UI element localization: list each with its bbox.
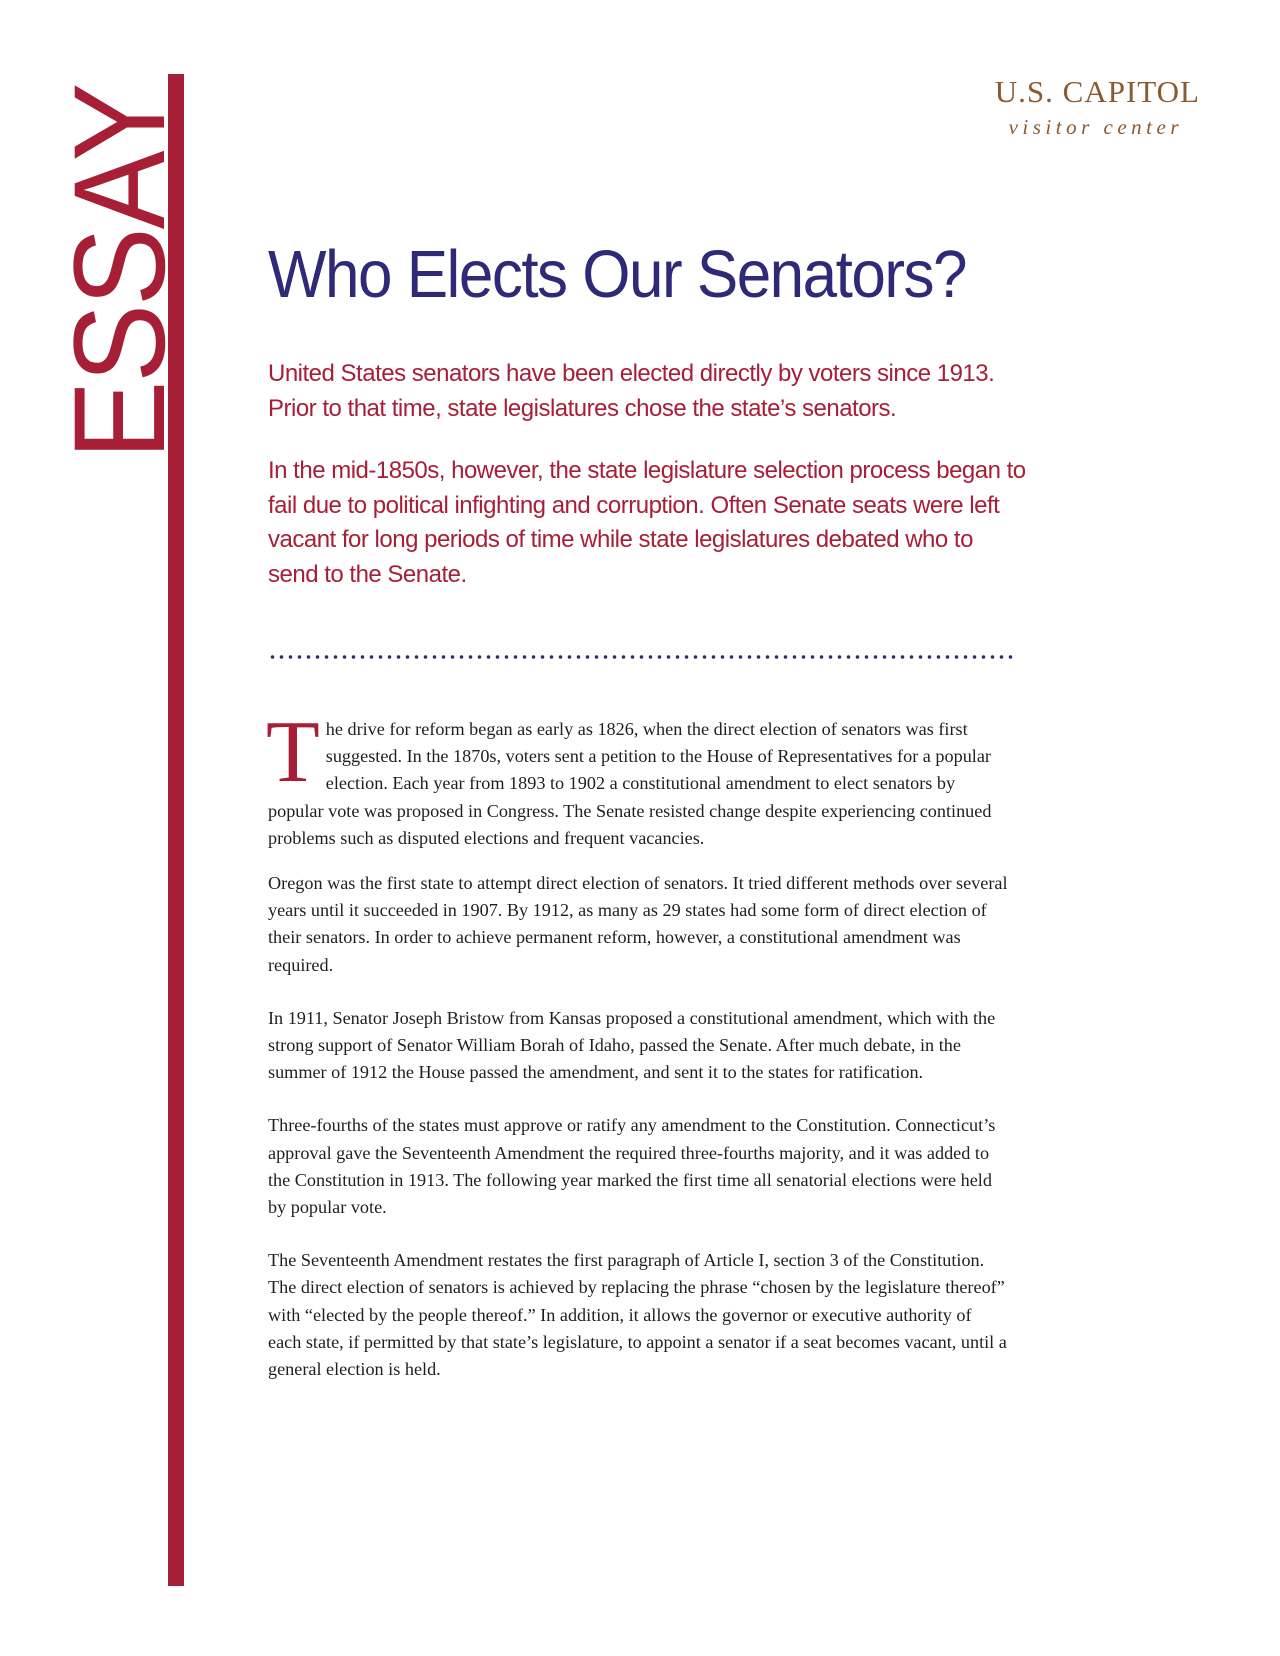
intro-paragraph-1: United States senators have been elected directly by voters since 1913. Prior to that time, state legislatures chose the state’s senators. <box>268 360 995 422</box>
side-label <box>47 72 193 472</box>
body-paragraph-4: Three-fourths of the states must approve or ratify any amendment to the Constitution. Connecticut’s approval gave the Seventeenth Amendment the required three-fourths majority, and it was added to the Constitution in 1913. The following year marked the first time all senatorial elections were held by popular vote. <box>268 1115 996 1218</box>
body-paragraph-5: The Seventeenth Amendment restates the first paragraph of Article I, section 3 of the Constitution. The direct election of senators is achieved by replacing the phrase “chosen by the legislature thereof” with “elected by the people thereof.” In addition, it allows the governor or executive authority of each state, if permitted by that state’s legislature, to appoint a senator if a seat becomes vacant, until a general election is held. <box>268 1250 1007 1380</box>
capitol-logo <box>995 76 1200 140</box>
intro-paragraph-2: In the mid-1850s, however, the state legislature selection process began to fail due to political infighting and corruption. Often Senate seats were left vacant for long periods of time while state legislatures debated who to send to the Senate. <box>268 457 1026 588</box>
page-title: Who Elects Our Senators? <box>268 237 966 313</box>
logo-line-2: visitor center <box>1008 115 1183 139</box>
body-paragraph-1 <box>266 704 1008 852</box>
essay-body <box>266 704 1008 1383</box>
dotted-divider <box>268 655 1016 659</box>
body-paragraph-3: In 1911, Senator Joseph Bristow from Kansas proposed a constitutional amendment, which with the strong support of Senator William Borah of Idaho, passed the Senate. After much debate, in the summer of 1912 the House passed the amendment, and sent it to the states for ratification. <box>268 1007 996 1083</box>
body-paragraph-2: Oregon was the first state to attempt direct election of senators. It tried different methods over several years until it succeeded in 1907. By 1912, as many as 29 states had some form of direct election of their senators. In order to achieve permanent reform, however, a constitutional amendment was required. <box>268 873 1008 975</box>
side-label-text: ESSAY <box>47 84 193 460</box>
body-paragraph-1-text: he drive for reform began as early as 1826, when the direct election of senators was first suggested. In the 1870s, voters sent a petition to the House of Representatives for a popular election. Each year from 1893 to 1902 a constitutional amendment to elect senators by popular vote was proposed in Congress. The Senate resisted change despite experiencing continued problems such as disputed elections and frequent vacancies. <box>268 719 992 848</box>
drop-cap: T <box>266 704 320 801</box>
logo-line-1: U.S. CAPITOL <box>994 74 1200 109</box>
intro-section <box>268 357 1028 592</box>
